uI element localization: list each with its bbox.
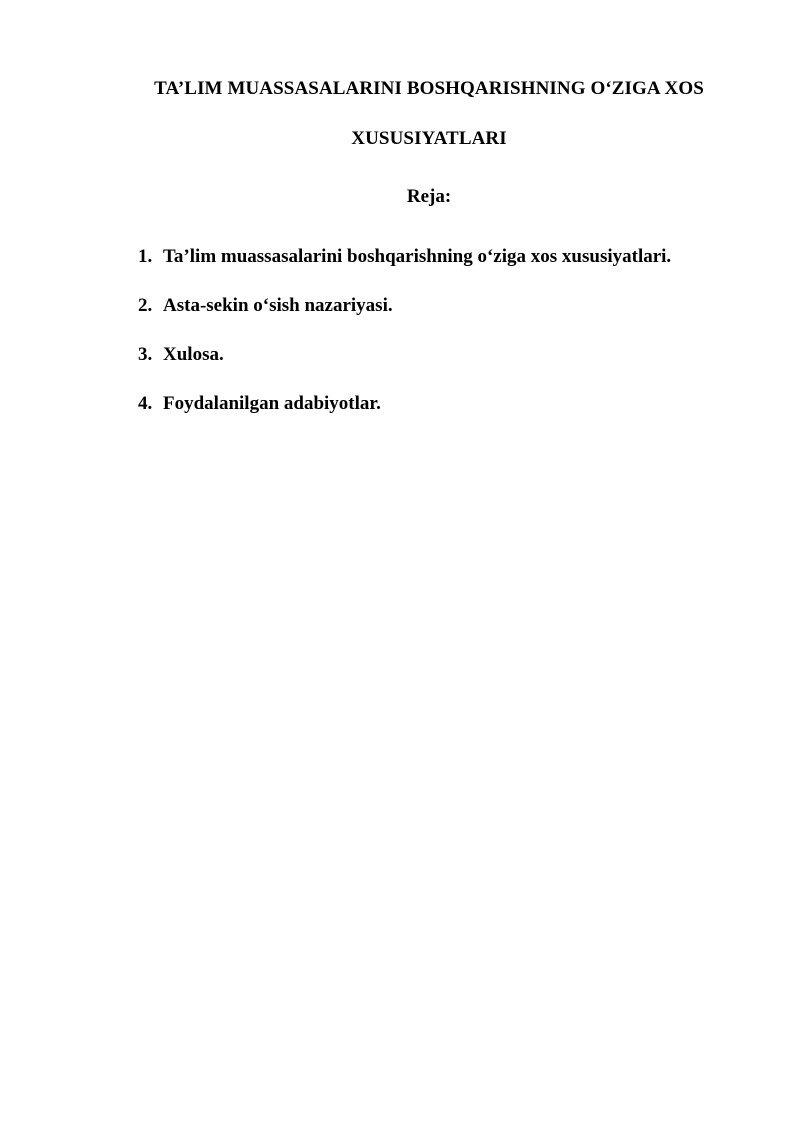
plan-item-number: 2.: [138, 295, 153, 316]
plan-item-number: 1.: [138, 246, 153, 267]
plan-item-text: Ta’lim muassasalarini boshqarishning o‘ziga xos xususiyatlari.: [163, 246, 672, 267]
plan-item: [138, 295, 671, 344]
plan-item-number: 3.: [138, 344, 153, 365]
plan-item-number: 4.: [138, 393, 153, 414]
plan-list: [138, 246, 671, 442]
plan-item-text: Xulosa.: [163, 344, 224, 365]
plan-item: [138, 344, 671, 393]
plan-item: [138, 393, 671, 442]
document-title-line-1: TA’LIM MUASSASALARINI BOSHQARISHNING O‘ZIGA XOS: [154, 78, 704, 99]
document-title-line-2: XUSUSIYATLARI: [351, 128, 507, 149]
plan-item-text: Foydalanilgan adabiyotlar.: [163, 393, 381, 414]
plan-item-text: Asta-sekin o‘sish nazariyasi.: [163, 295, 393, 316]
plan-heading: Reja:: [406, 186, 452, 207]
plan-item: [138, 246, 671, 295]
